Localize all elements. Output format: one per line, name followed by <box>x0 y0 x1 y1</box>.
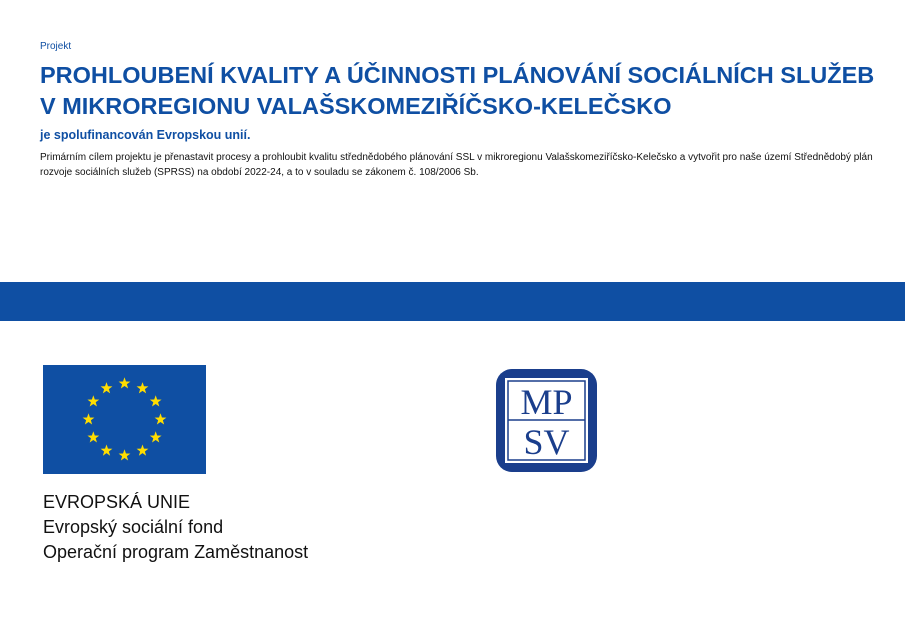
mpsv-logo-text-top: MP <box>520 382 573 422</box>
eu-caption-line-3: Operační program Zaměstnanost <box>43 542 309 562</box>
blue-band <box>0 282 905 321</box>
eu-flag-icon <box>43 365 206 474</box>
eu-caption <box>43 490 308 565</box>
project-title: PROHLOUBENÍ KVALITY A ÚČINNOSTI PLÁNOVÁNÍ SOCIÁLNÍCH SLUŽEB V MIKROREGIONU VALAŠSKOMEZIŘÍČSKO-KELEČSKO <box>40 62 875 119</box>
mpsv-logo-text-bottom: SV <box>523 422 570 462</box>
cofinanced-statement: je spolufinancován Evropskou unií. <box>40 128 251 142</box>
eu-caption-line-1: EVROPSKÁ UNIE <box>43 492 191 512</box>
project-label: Projekt <box>40 41 72 52</box>
project-description: Primárním cílem projektu je přenastavit procesy a prohloubit kvalitu střednědobého plánování SSL v mikroregionu Valašskomeziříčsko-Kelečsko a vytvořit pro naše území Střednědobý plán rozvoje sociálních služeb (SPRSS) na období 2022-24, a to v souladu se zákonem č. 108/2006 Sb. <box>40 152 873 178</box>
eu-caption-line-2: Evropský sociální fond <box>43 517 224 537</box>
mpsv-logo-icon <box>495 368 598 473</box>
